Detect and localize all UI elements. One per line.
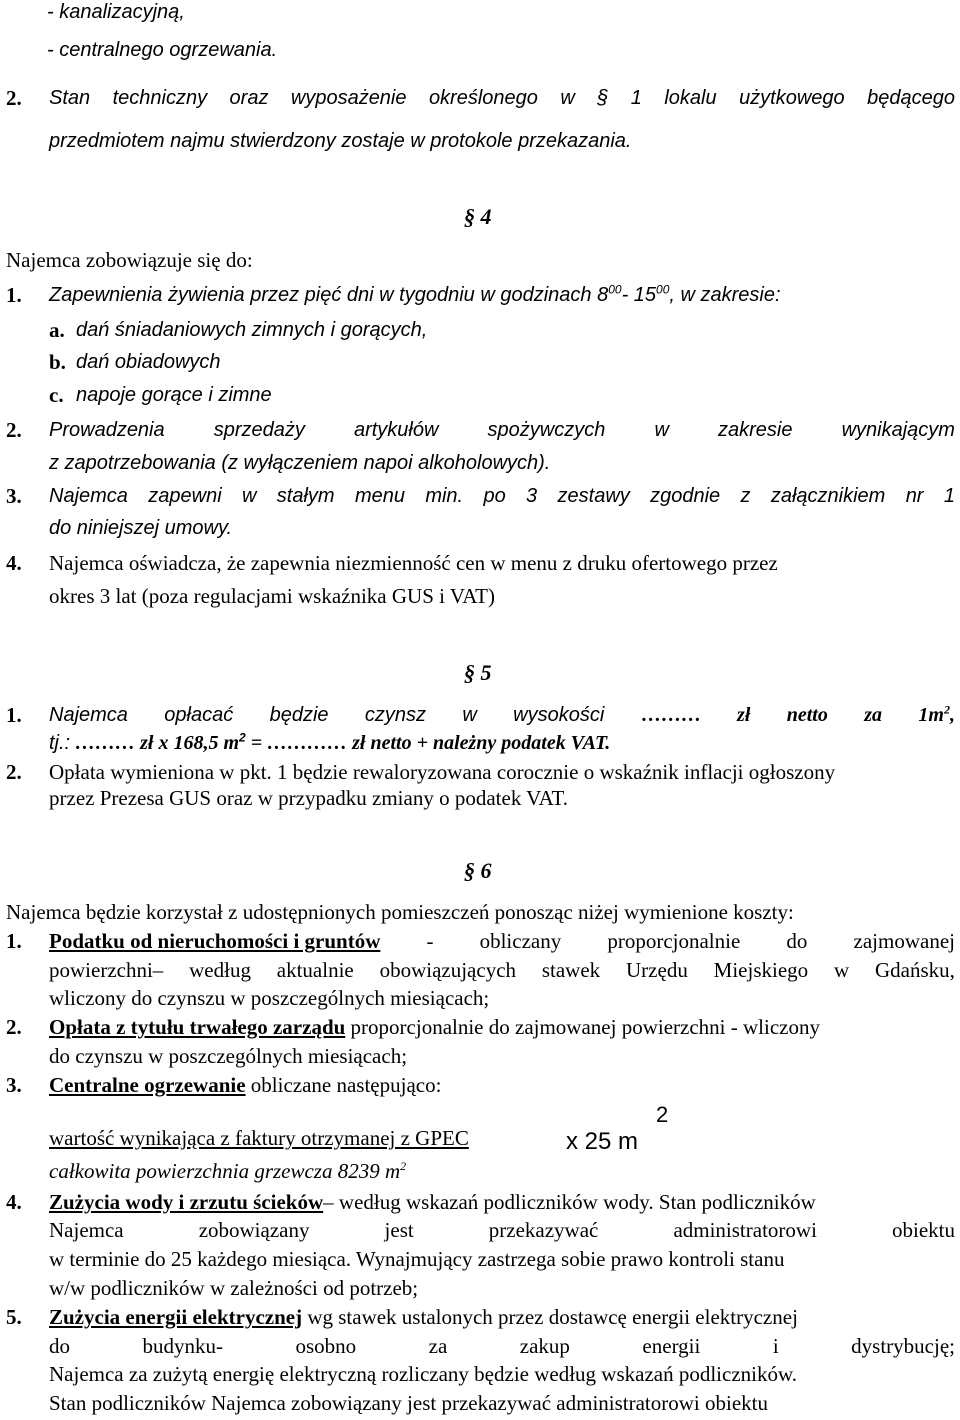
sub-item: napoje gorące i zimne <box>76 384 272 406</box>
justified-line: do budynku- osobno za zakup energii i dystrybucję; <box>49 1334 955 1358</box>
paragraph-line: w/w podliczników w zależności od potrzeb; <box>49 1276 419 1300</box>
sub-item: dań obiadowych <box>76 351 221 373</box>
section-heading-6: § 6 <box>464 858 492 883</box>
paragraph-line: w terminie do 25 każdego miesiąca. Wynajmujący zastrzega sobie prawo kontroli stanu <box>49 1247 785 1271</box>
dash-item-sewage: - kanalizacyjną, <box>47 1 185 23</box>
list-number: 1. <box>6 929 22 953</box>
list-number: 2. <box>6 760 22 784</box>
justified-line: Prowadzenia sprzedaży artykułów spożywczych w zakresie wynikającym <box>49 419 955 441</box>
section-heading-5: § 5 <box>464 660 492 685</box>
list-number: 4. <box>6 551 22 575</box>
paragraph-line: Opłata z tytułu trwałego zarządu proporcjonalnie do zajmowanej powierzchni - wliczony <box>49 1015 820 1039</box>
paragraph-line: przedmiotem najmu stwierdzony zostaje w protokole przekazania. <box>49 130 632 152</box>
paragraph-line: Stan podliczników Najemca zobowiązany jest przekazywać administratorowi obiektu <box>49 1391 769 1415</box>
list-number: 2. <box>6 1015 22 1039</box>
paragraph-line: tj.: ……… zł x 168,5 $m^2$ = ………… zł netto + należny podatek VAT. <box>49 730 611 754</box>
section-heading-4: § 4 <box>464 204 492 229</box>
paragraph-line: Najemca za zużytą energię elektryczną rozliczany będzie według wskazań podliczników. <box>49 1362 798 1386</box>
list-number: 3. <box>6 484 22 508</box>
justified-line: powierzchni– według aktualnie obowiązujących stawek Urzędu Miejskiego w Gdańsku, <box>49 958 955 982</box>
paragraph-line: okres 3 lat (poza regulacjami wskaźnika GUS i VAT) <box>49 584 495 608</box>
list-number: 2. <box>6 418 22 442</box>
list-number: 1. <box>6 703 22 727</box>
list-number: 5. <box>6 1305 22 1329</box>
paragraph-line: wliczony do czynszu w poszczególnych miesiącach; <box>49 986 490 1010</box>
paragraph-line: Najemca oświadcza, że zapewnia niezmienność cen w menu z druku ofertowego przez <box>49 551 778 575</box>
sub-letter: a. <box>49 318 65 342</box>
list-number: 4. <box>6 1190 22 1214</box>
justified-line: Stan techniczny oraz wyposażenie określonego w § 1 lokalu użytkowego będącego <box>49 87 955 109</box>
paragraph-line: z zapotrzebowania (z wyłączeniem napoi alkoholowych). <box>49 452 551 474</box>
justified-line: Podatku od nieruchomości i gruntów - obliczany proporcjonalnie do zajmowanej <box>49 929 955 953</box>
section-intro: Najemca będzie korzystał z udostępnionych pomieszczeń ponosząc niżej wymienione koszty: <box>6 900 794 924</box>
justified-line: Najemca zapewni w stałym menu min. po 3 zestawy zgodnie z załącznikiem nr 1 <box>49 485 955 507</box>
justified-line: Najemca zobowiązany jest przekazywać administratorowi obiektu <box>49 1218 955 1242</box>
paragraph-line: przez Prezesa GUS oraz w przypadku zmiany o podatek VAT. <box>49 786 569 810</box>
section-intro: Najemca zobowiązuje się do: <box>6 248 253 272</box>
list-number: 1. <box>6 283 22 307</box>
paragraph-line: do czynszu w poszczególnych miesiącach; <box>49 1044 408 1068</box>
paragraph-line: Zużycia energii elektrycznej wg stawek ustalonych przez dostawcę energii elektrycznej <box>49 1305 798 1329</box>
paragraph-line: Zużycia wody i zrzutu ścieków– według wskazań podliczników wody. Stan podliczników <box>49 1190 816 1214</box>
formula-multiplier-exponent: 2 <box>656 1102 669 1127</box>
formula-denominator: całkowita powierzchnia grzewcza 8239 $m^2$ <box>49 1159 407 1183</box>
formula-numerator: wartość wynikająca z faktury otrzymanej z GPEC <box>49 1126 469 1150</box>
sub-item: dań śniadaniowych zimnych i gorących, <box>76 319 428 341</box>
justified-line: Najemca opłacać będzie czynsz w wysokości ……… zł netto za $1m^2$, <box>49 702 955 726</box>
paragraph-line: do niniejszej umowy. <box>49 517 233 539</box>
paragraph-line: Zapewnienia żywienia przez pięć dni w tygodniu w godzinach $8^{00}-$ $15^{00}$, w zakresie: <box>49 282 781 306</box>
dash-item-heating: - centralnego ogrzewania. <box>47 39 278 61</box>
list-number: 3. <box>6 1073 22 1097</box>
paragraph-line: Centralne ogrzewanie obliczane następująco: <box>49 1073 442 1097</box>
list-number: 2. <box>6 86 22 110</box>
sub-letter: c. <box>49 383 64 407</box>
paragraph-line: Opłata wymieniona w pkt. 1 będzie rewaloryzowana corocznie o wskaźnik inflacji ogłoszony <box>49 760 836 784</box>
formula-multiplier: x 25 m <box>566 1128 639 1155</box>
sub-letter: b. <box>49 350 66 374</box>
